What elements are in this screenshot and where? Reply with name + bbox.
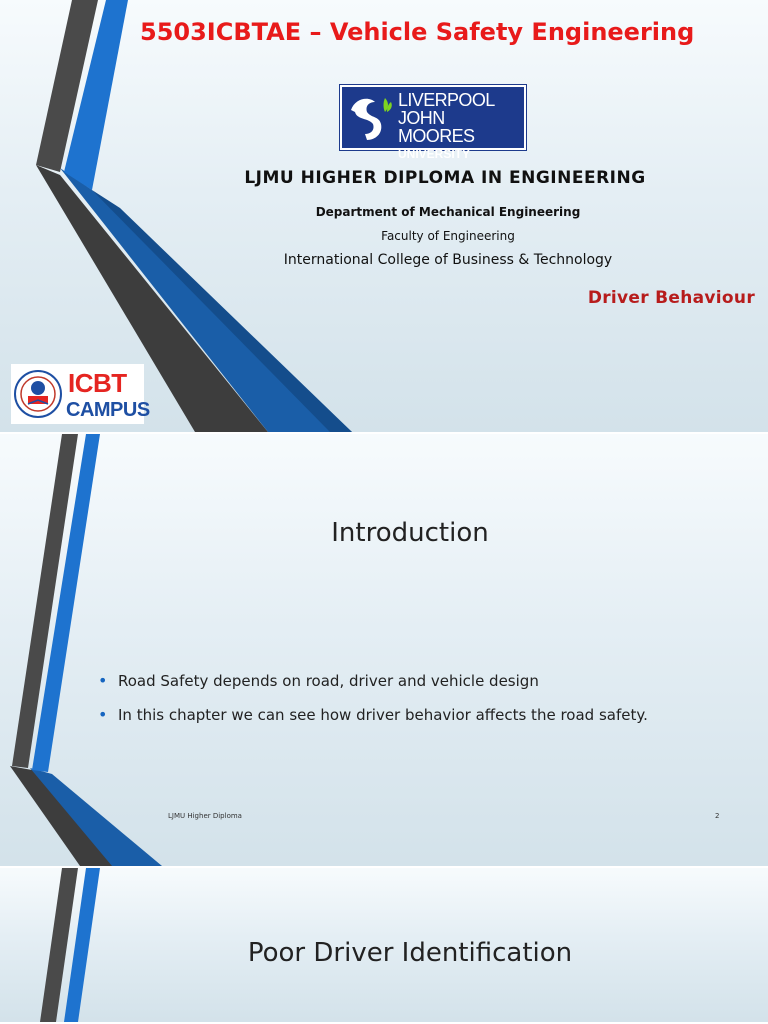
diploma-heading: LJMU HIGHER DIPLOMA IN ENGINEERING bbox=[244, 168, 646, 188]
bullet-list bbox=[98, 672, 648, 740]
poor-driver-identification-slide bbox=[0, 868, 768, 1022]
bullet-text: Road Safety depends on road, driver and vehicle design bbox=[118, 672, 539, 690]
ljmu-logo bbox=[340, 85, 526, 161]
liver-bird-icon bbox=[345, 90, 397, 146]
slide-footer: LJMU Higher Diploma bbox=[168, 812, 242, 820]
slide-title: Poor Driver Identification bbox=[247, 938, 573, 968]
bullet-item bbox=[98, 672, 648, 706]
faculty-text: Faculty of Engineering bbox=[381, 229, 515, 243]
topic-title: Driver Behaviour bbox=[587, 288, 755, 308]
bullet-item bbox=[98, 706, 648, 740]
icbt-logo bbox=[11, 364, 150, 424]
ljmu-logo-line2: JOHN MOORES bbox=[398, 108, 475, 146]
icbt-logo-word1: ICBT bbox=[68, 368, 127, 398]
bullet-dot-icon: • bbox=[98, 671, 108, 690]
bullet-dot-icon: • bbox=[98, 705, 108, 724]
bullet-text: In this chapter we can see how driver behavior affects the road safety. bbox=[118, 706, 648, 724]
decorative-bands bbox=[0, 434, 768, 866]
slide-title: Introduction bbox=[331, 518, 489, 548]
icbt-emblem-icon bbox=[13, 366, 63, 422]
college-text: International College of Business & Technology bbox=[283, 252, 613, 268]
ljmu-logo-line1: LIVERPOOL bbox=[398, 90, 495, 110]
icbt-logo-word2: CAMPUS bbox=[66, 399, 150, 421]
introduction-slide bbox=[0, 434, 768, 866]
course-title: 5503ICBTAE – Vehicle Safety Engineering bbox=[140, 18, 695, 46]
ljmu-logo-line3: UNIVERSITY bbox=[398, 147, 471, 161]
page-number: 2 bbox=[715, 812, 720, 820]
ljmu-logo-text bbox=[398, 91, 524, 160]
title-slide bbox=[0, 0, 768, 432]
department-text: Department of Mechanical Engineering bbox=[315, 205, 581, 219]
